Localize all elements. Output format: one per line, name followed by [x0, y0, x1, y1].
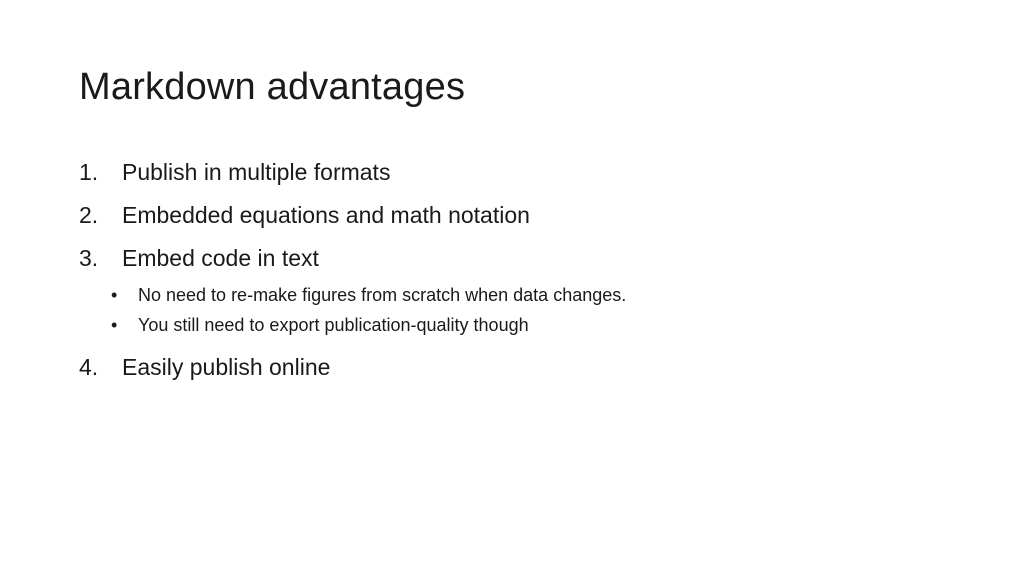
- sub-item-2: [109, 313, 529, 337]
- list-item-number: 2.: [79, 202, 99, 228]
- list-item-3: [79, 243, 319, 273]
- sub-item-1: [109, 283, 626, 307]
- list-item-text: Embedded equations and math notation: [122, 202, 530, 228]
- list-item-text: Easily publish online: [122, 354, 331, 380]
- list-item-4: [79, 352, 330, 382]
- list-item-1: [79, 157, 390, 187]
- bullet-icon: •: [111, 315, 118, 335]
- list-item-number: 1.: [79, 159, 99, 185]
- slide-title: Markdown advantages: [79, 66, 466, 108]
- bullet-icon: •: [111, 285, 118, 305]
- list-item-2: [79, 200, 530, 230]
- list-item-number: 4.: [79, 354, 99, 380]
- sub-item-text: No need to re-make figures from scratch when data changes.: [138, 285, 627, 305]
- list-item-text: Publish in multiple formats: [122, 159, 391, 185]
- list-item-number: 3.: [79, 245, 99, 271]
- sub-item-text: You still need to export publication-quality though: [138, 315, 529, 335]
- list-item-text: Embed code in text: [122, 245, 319, 271]
